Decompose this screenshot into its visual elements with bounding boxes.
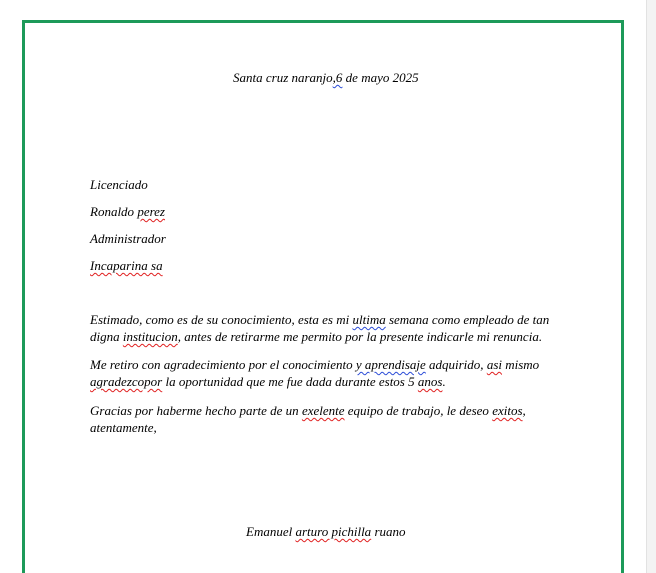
- signature-name: Emanuel arturo pichilla ruano: [246, 524, 406, 539]
- body-paragraph-2: Me retiro con agradecimiento por el conocimiento y aprendisaje adquirido, asi mismo agradezcopor la oportunidad que me fue dada durante estos 5 anos.: [90, 357, 540, 389]
- recipient-title: Licenciado: [90, 177, 148, 192]
- page[interactable]: [22, 20, 624, 573]
- recipient-company: Incaparina sa: [90, 258, 163, 273]
- window-edge: [646, 0, 656, 573]
- recipient-position: Administrador: [90, 231, 166, 246]
- letter-date: Santa cruz naranjo,6 de mayo 2025: [233, 70, 419, 85]
- body-paragraph-1: Estimado, como es de su conocimiento, esta es mi ultima semana como empleado de tan digna institucion, antes de retirarme me permito por la presente indicarle mi renuncia.: [90, 312, 550, 344]
- body-paragraph-3: Gracias por haberme hecho parte de un exelente equipo de trabajo, le deseo exitos, atentamente,: [90, 403, 526, 435]
- recipient-name: Ronaldo perez: [90, 204, 165, 219]
